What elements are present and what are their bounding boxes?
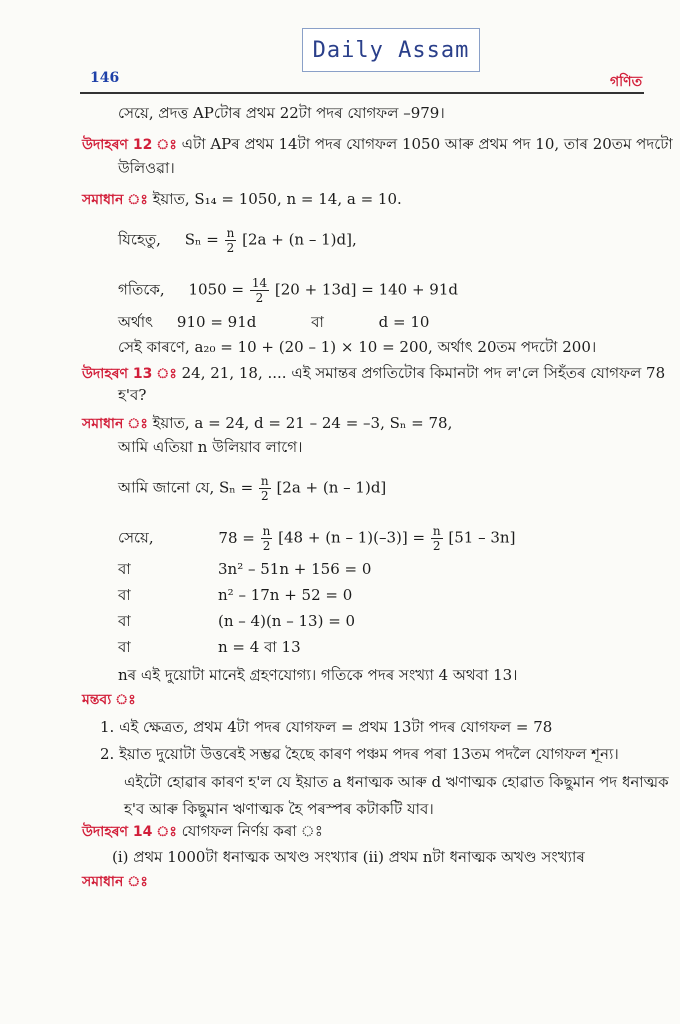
solution-label: সমাধান ঃ xyxy=(82,416,148,432)
text: সেয়ে, xyxy=(118,528,154,547)
example-label: উদাহৰণ 12 ঃ xyxy=(82,137,177,153)
text: (n – 4)(n – 13) = 0 xyxy=(218,612,356,630)
text-line: হ'ব আৰু কিছুমান ঋণাত্মক হৈ পৰস্পৰ কটাকটি যাব। xyxy=(124,800,434,818)
text: d = 10 xyxy=(378,313,430,331)
fraction xyxy=(261,524,273,553)
solution-14 xyxy=(82,872,148,891)
text: [20 + 13d] = 140 + 91d xyxy=(274,280,458,299)
numerator: n xyxy=(226,226,235,240)
text: 910 = 91d xyxy=(176,313,257,331)
text-line: nৰ এই দুয়োটা মানেই গ্ৰহণযোগ্য। গতিকে পদৰ সংখ্যা 4 অথবা 13। xyxy=(118,666,518,684)
remark-label: মন্তব্য ঃ xyxy=(82,692,136,708)
text-line: সেই কাৰণে, a₂₀ = 10 + (20 – 1) × 10 = 200, অৰ্থাৎ 20তম পদটো 200। xyxy=(118,338,597,356)
text: বা xyxy=(118,586,131,604)
text-line: হ'ব? xyxy=(118,386,147,404)
formula-line xyxy=(118,474,386,503)
numerator: n xyxy=(260,474,269,488)
fraction xyxy=(250,276,269,305)
equation-line xyxy=(118,560,372,578)
text: [2a + (n – 1)d] xyxy=(276,478,387,497)
subject-title: গণিত xyxy=(610,74,643,90)
equation-line xyxy=(118,524,515,553)
solution-label: সমাধান ঃ xyxy=(82,874,148,890)
text-line: এইটো হোৱাৰ কাৰণ হ'ল যে ইয়াত a ধনাত্মক আৰু d ঋণাত্মক হোৱাত কিছুমান পদ ধনাত্মক xyxy=(124,773,669,791)
text: [51 – 3n] xyxy=(448,528,516,547)
denominator: 2 xyxy=(432,539,441,553)
text: n² – 17n + 52 = 0 xyxy=(218,586,353,604)
text: বা xyxy=(118,638,131,656)
text: Sₙ = xyxy=(184,230,219,249)
calc-line xyxy=(118,313,429,331)
numerator: n xyxy=(432,524,441,538)
calc-line xyxy=(118,276,458,305)
text-line: আমি এতিয়া n উলিয়াব লাগে। xyxy=(118,438,303,456)
solution-12 xyxy=(82,190,402,209)
watermark-stamp: Daily Assam xyxy=(302,28,480,72)
numerator: 14 xyxy=(251,276,268,290)
page-number: 146 xyxy=(90,70,120,86)
example-12 xyxy=(82,135,673,154)
example-label: উদাহৰণ 14 ঃ xyxy=(82,824,177,840)
remark-item: 1. এই ক্ষেত্ৰত, প্ৰথম 4টা পদৰ যোগফল = প্ৰথম 13টা পদৰ যোগফল = 78 xyxy=(100,718,553,736)
remark-heading xyxy=(82,690,136,709)
numerator: n xyxy=(262,524,271,538)
formula-line xyxy=(118,226,357,255)
fraction xyxy=(431,524,443,553)
denominator: 2 xyxy=(226,241,235,255)
solution-text: ইয়াত, a = 24, d = 21 – 24 = –3, Sₙ = 78, xyxy=(152,414,453,432)
solution-text: ইয়াত, S₁₄ = 1050, n = 14, a = 10. xyxy=(152,190,402,208)
example-text: এটা APৰ প্ৰথম 14টা পদৰ যোগফল 1050 আৰু প্ৰথম পদ 10, তাৰ 20তম পদটো xyxy=(181,135,673,153)
example-14 xyxy=(82,822,323,841)
example-text: 24, 21, 18, .... এই সমান্তৰ প্ৰগতিটোৰ কিমানটা পদ ল'লে সিহঁতৰ যোগফল 78 xyxy=(181,364,666,382)
text: Sₙ = xyxy=(219,478,254,497)
text: অৰ্থাৎ xyxy=(118,313,154,331)
text: [48 + (n – 1)(–3)] = xyxy=(278,528,426,547)
text: 1050 = xyxy=(188,280,245,299)
text: বা xyxy=(118,560,131,578)
text-line: (i) প্ৰথম 1000টা ধনাত্মক অখণ্ড সংখ্যাৰ (ii) প্ৰথম nটা ধনাত্মক অখণ্ড সংখ্যাৰ xyxy=(112,848,585,866)
example-text: যোগফল নিৰ্ণয় কৰা ঃ xyxy=(181,822,323,840)
denominator: 2 xyxy=(255,291,264,305)
text: 3n² – 51n + 156 = 0 xyxy=(218,560,372,578)
text: 78 = xyxy=(218,528,255,547)
example-label: উদাহৰণ 13 ঃ xyxy=(82,366,177,382)
remark-item: 2. ইয়াত দুয়োটা উত্তৰেই সম্ভৱ হৈছে কাৰণ পঞ্চম পদৰ পৰা 13তম পদলৈ যোগফল শূন্য। xyxy=(100,745,619,763)
text-line: উলিওৱা। xyxy=(118,159,175,177)
text: গতিকে, xyxy=(118,280,165,299)
denominator: 2 xyxy=(260,489,269,503)
example-13 xyxy=(82,364,665,383)
equation-line xyxy=(118,612,356,630)
fraction xyxy=(225,226,237,255)
text-line: সেয়ে, প্ৰদত্ত APটোৰ প্ৰথম 22টা পদৰ যোগফল –979। xyxy=(118,104,445,122)
equation-line xyxy=(118,586,353,604)
denominator: 2 xyxy=(262,539,271,553)
equation-line xyxy=(118,638,301,656)
solution-13 xyxy=(82,414,452,433)
header-rule xyxy=(80,92,644,94)
solution-label: সমাধান ঃ xyxy=(82,192,148,208)
text: যিহেতু, xyxy=(118,230,161,249)
text: বা xyxy=(311,313,324,331)
text: বা xyxy=(118,612,131,630)
fraction xyxy=(259,474,271,503)
text: n = 4 বা 13 xyxy=(218,638,301,656)
text: আমি জানো যে, xyxy=(118,478,215,497)
text: [2a + (n – 1)d], xyxy=(242,230,357,249)
